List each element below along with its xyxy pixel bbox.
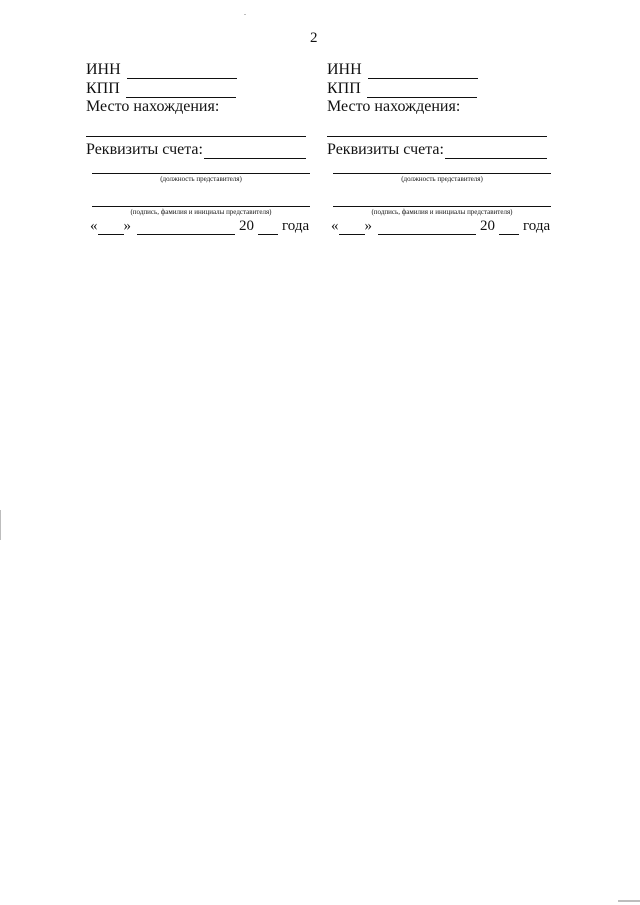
position-caption: (должность представителя) <box>401 175 483 183</box>
account-row <box>327 139 555 159</box>
signature-line <box>92 192 310 207</box>
date-day-blank <box>98 222 124 235</box>
date-month-blank <box>378 222 476 235</box>
date-year-blank <box>258 222 278 235</box>
party-block-right <box>327 60 555 235</box>
signature-caption: (подпись, фамилия и инициалы представителя) <box>130 208 272 216</box>
scan-speck <box>244 14 246 15</box>
inn-row <box>86 60 314 79</box>
date-open-quote: « <box>331 218 339 234</box>
account-row <box>86 139 314 159</box>
party-block-left <box>86 60 314 235</box>
position-caption: (должность представителя) <box>160 175 242 183</box>
position-line <box>92 159 310 174</box>
date-century: 20 <box>239 218 254 234</box>
account-label: Реквизиты счета: <box>86 141 203 158</box>
location-label: Место нахождения: <box>86 98 220 115</box>
location-blank-line <box>86 118 306 137</box>
date-century: 20 <box>480 218 495 234</box>
date-year-word: года <box>282 218 310 234</box>
inn-blank <box>127 64 237 79</box>
account-blank <box>445 144 547 159</box>
signature-line <box>333 192 551 207</box>
kpp-label: КПП <box>86 80 120 97</box>
kpp-label: КПП <box>327 80 361 97</box>
kpp-blank <box>126 83 236 98</box>
kpp-row <box>86 79 314 98</box>
location-blank-line <box>327 118 547 137</box>
date-month-blank <box>137 222 235 235</box>
scan-speck <box>0 510 1 540</box>
position-line <box>333 159 551 174</box>
date-close-quote: » <box>364 218 372 234</box>
account-label: Реквизиты счета: <box>327 141 444 158</box>
inn-label: ИНН <box>327 61 362 78</box>
date-day-blank <box>339 222 365 235</box>
scan-speck <box>618 900 640 902</box>
inn-label: ИНН <box>86 61 121 78</box>
location-label: Место нахождения: <box>327 98 461 115</box>
account-blank <box>204 144 306 159</box>
date-year-word: года <box>523 218 551 234</box>
inn-blank <box>368 64 478 79</box>
date-close-quote: » <box>123 218 131 234</box>
kpp-blank <box>367 83 477 98</box>
date-row <box>327 218 555 235</box>
date-year-blank <box>499 222 519 235</box>
date-row <box>86 218 314 235</box>
inn-row <box>327 60 555 79</box>
page-number: 2 <box>310 30 318 46</box>
signature-caption: (подпись, фамилия и инициалы представителя) <box>371 208 513 216</box>
date-open-quote: « <box>90 218 98 234</box>
kpp-row <box>327 79 555 98</box>
